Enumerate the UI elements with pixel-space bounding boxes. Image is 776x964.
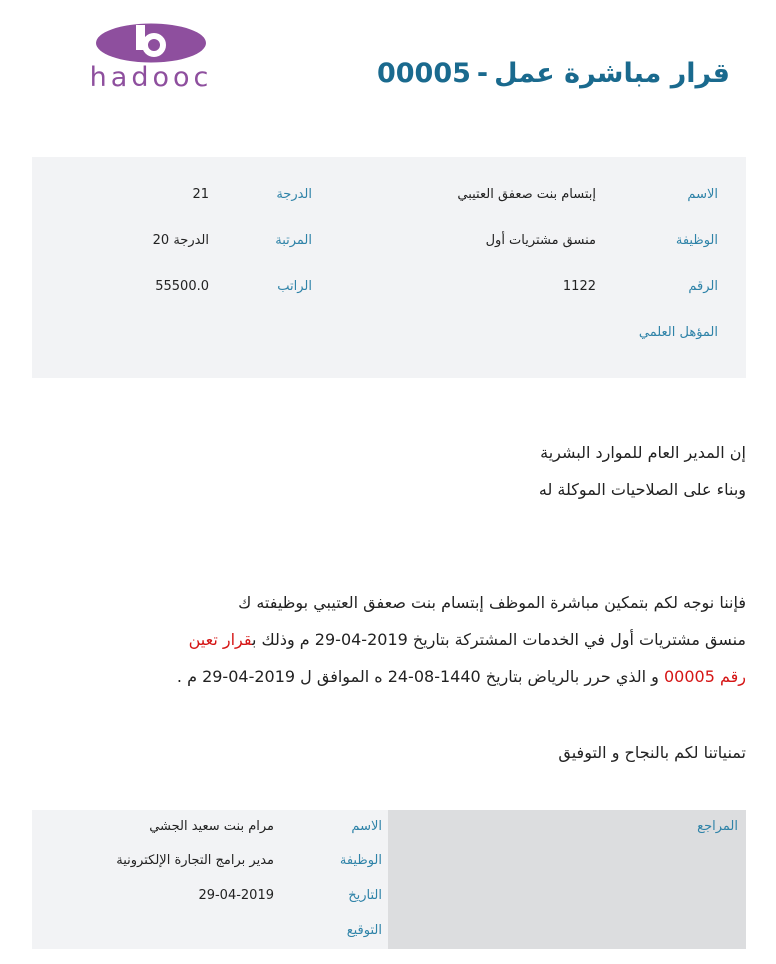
employee-job-value: منسق مشتريات أول xyxy=(485,233,596,248)
title-number: 00005 xyxy=(376,58,471,89)
employee-salary-value: 55500.0 xyxy=(155,279,209,294)
logo-text: hadooc xyxy=(89,62,213,93)
reviewer-job-value: مدير برامج التجارة الإلكترونية xyxy=(116,853,274,868)
decision-link-part-1: قرار تعين xyxy=(188,630,252,649)
reviewer-date-label: التاريخ xyxy=(348,888,382,903)
hadooc-logo xyxy=(58,22,244,94)
page-title xyxy=(377,58,730,89)
title-separator: - xyxy=(476,58,489,89)
employee-grade-value: 21 xyxy=(192,187,209,202)
employee-number-value: 1122 xyxy=(562,279,596,294)
reviewer-section-label: المراجع xyxy=(697,819,738,834)
employee-qualification-label: المؤهل العلمي xyxy=(638,325,718,340)
closing-text: تمنياتنا لكم بالنجاح و التوفيق xyxy=(558,743,746,762)
paragraph-line-2-text: منسق مشتريات أول في الخدمات المشتركة بتاريخ 2019-04-29 م وذلك ب xyxy=(251,630,746,649)
reviewer-signature-label: التوقيع xyxy=(346,923,382,938)
employee-grade-label: الدرجة xyxy=(276,187,312,202)
employee-rank-value: الدرجة 20 xyxy=(152,233,209,248)
employee-name-label: الاسم xyxy=(687,187,718,202)
reviewer-job-label: الوظيفة xyxy=(339,853,382,868)
title-text: قرار مباشرة عمل xyxy=(494,58,730,89)
reviewer-panel xyxy=(32,810,746,949)
reviewer-date-value: 29-04-2019 xyxy=(198,888,274,903)
employee-number-label: الرقم xyxy=(688,279,718,294)
reviewer-name-label: الاسم xyxy=(351,819,382,834)
body-paragraph-line-2 xyxy=(189,621,746,658)
employee-info-panel xyxy=(32,157,746,378)
decision-link-part-2: رقم 00005 xyxy=(663,667,746,686)
body-line-1: إن المدير العام للموارد البشرية xyxy=(540,443,746,462)
body-paragraph-line-3 xyxy=(177,658,746,695)
employee-job-label: الوظيفة xyxy=(675,233,718,248)
reviewer-section-area xyxy=(388,810,746,949)
reviewer-name-value: مرام بنت سعيد الجشي xyxy=(149,819,274,834)
employee-rank-label: المرتبة xyxy=(275,233,312,248)
paragraph-line-3-text: و الذي حرر بالرياض بتاريخ 1440-08-24 ه الموافق ل 2019-04-29 م . xyxy=(176,667,664,686)
employee-salary-label: الراتب xyxy=(277,279,312,294)
employee-name-value: إبتسام بنت صعفق العتيبي xyxy=(457,187,596,202)
body-line-2: وبناء على الصلاحيات الموكلة له xyxy=(538,480,746,499)
body-paragraph-line-1: فإننا نوجه لكم بتمكين مباشرة الموظف إبتسام بنت صعفق العتيبي بوظيفته ك xyxy=(238,593,746,612)
